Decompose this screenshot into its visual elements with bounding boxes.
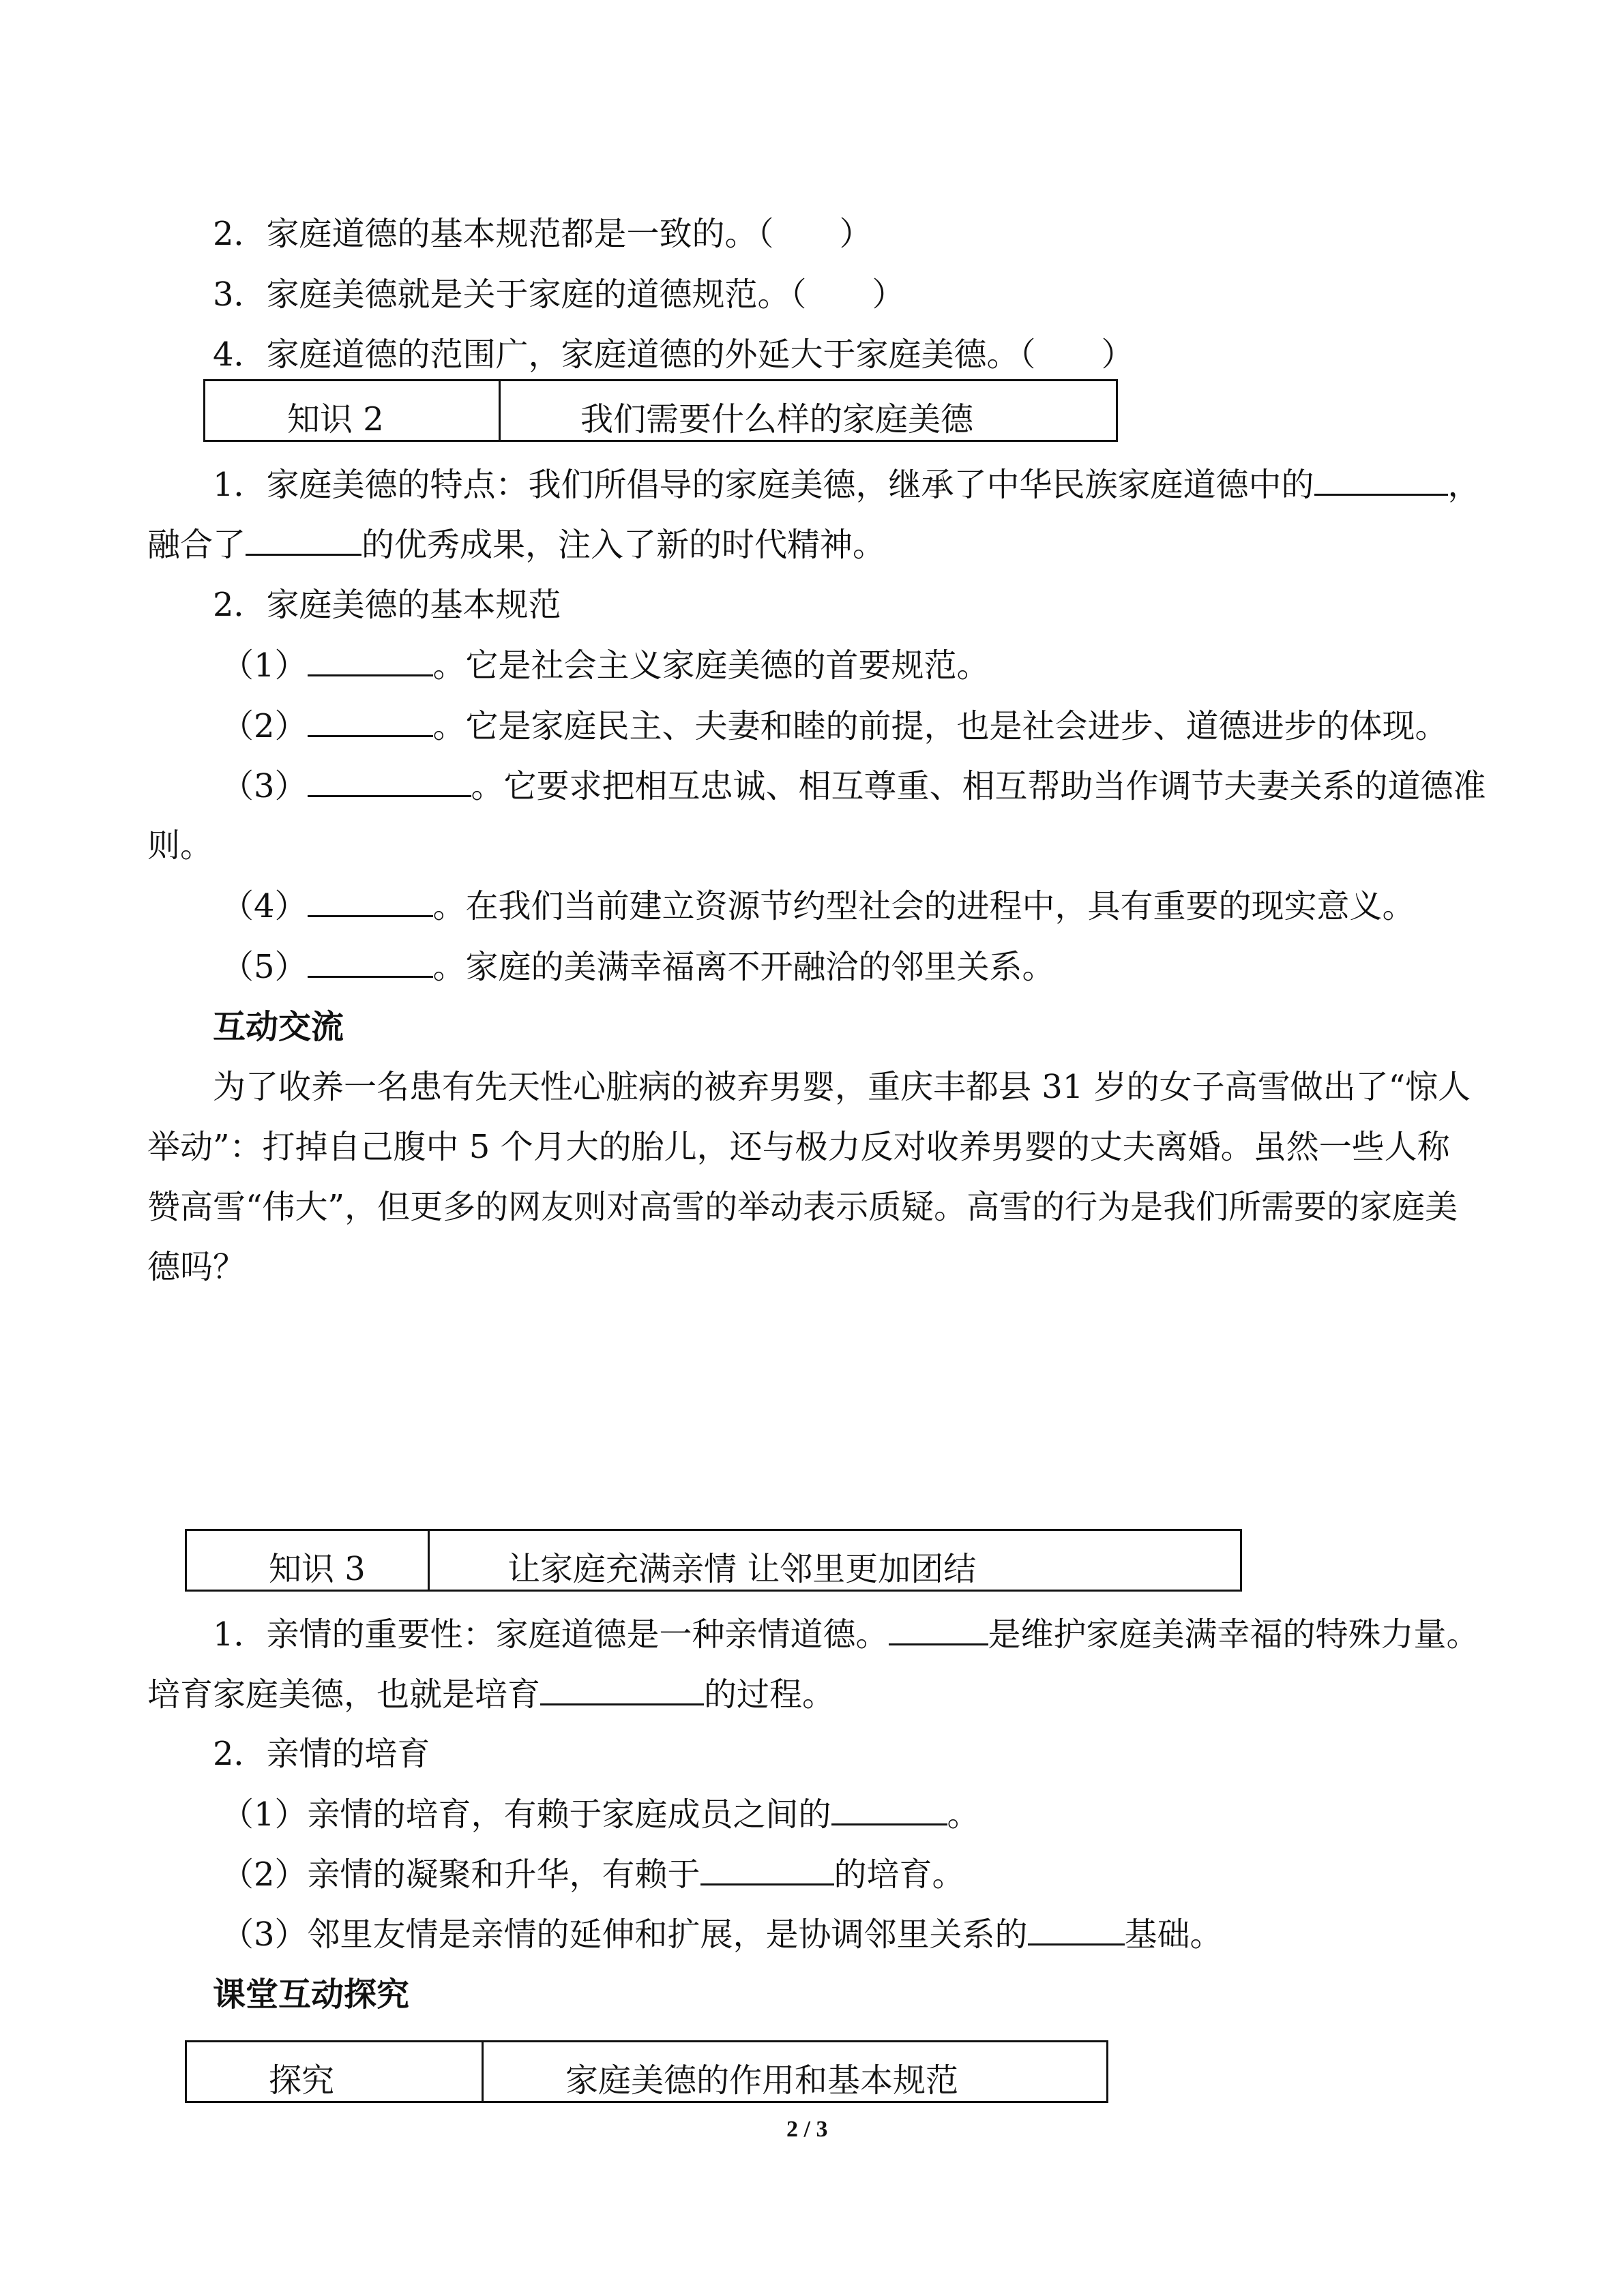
explore-title: 家庭美德的作用和基本规范	[565, 2061, 959, 2100]
k3-point-1-line-2: 培育家庭美德，也就是培育 的过程。	[147, 1673, 835, 1715]
explore-box	[185, 2040, 1108, 2103]
page-number: 2 / 3	[786, 2117, 828, 2142]
k2-point-2: 2．家庭美德的基本规范	[213, 586, 561, 624]
knowledge-2-label: 知识 2	[287, 400, 384, 438]
answer-blank[interactable]	[540, 1673, 704, 1705]
k3-point-2: 2．亲情的培育	[213, 1735, 430, 1773]
answer-blank[interactable]	[308, 946, 433, 978]
interact-heading: 互动交流	[213, 1008, 344, 1046]
k3-point-1-line-1: 1．亲情的重要性：家庭道德是一种亲情道德。 是维护家庭美满幸福的特殊力量。	[213, 1613, 1479, 1655]
k3-cultivate-2: （2）亲情的凝聚和升华，有赖于 的培育。	[221, 1853, 965, 1895]
explore-heading: 课堂互动探究	[213, 1976, 410, 2014]
tf-item-4: 4．家庭道德的范围广，家庭道德的外延大于家庭美德。（ ）	[213, 336, 1134, 374]
k2-norm-3: （3） 。它要求把相互忠诚、相互尊重、相互帮助当作调节夫妻关系的道德准	[221, 765, 1486, 807]
answer-blank[interactable]	[1028, 1913, 1125, 1945]
answer-blank[interactable]	[308, 885, 433, 917]
answer-blank[interactable]	[889, 1613, 988, 1645]
box-divider	[428, 1531, 430, 1590]
answer-blank[interactable]	[831, 1793, 947, 1825]
knowledge-3-box	[185, 1529, 1242, 1592]
answer-blank[interactable]	[700, 1853, 834, 1885]
box-divider	[499, 381, 501, 440]
answer-blank[interactable]	[308, 705, 433, 737]
k2-point-1-line-1: 1．家庭美德的特点：我们所倡导的家庭美德，继承了中华民族家庭道德中的 ，	[213, 464, 1481, 505]
knowledge-2-title: 我们需要什么样的家庭美德	[580, 400, 974, 438]
answer-blank[interactable]	[308, 765, 471, 797]
k2-norm-2: （2） 。它是家庭民主、夫妻和睦的前提，也是社会进步、道德进步的体现。	[221, 705, 1448, 747]
k2-norm-1: （1） 。它是社会主义家庭美德的首要规范。	[221, 644, 990, 686]
interact-para-line-1: 为了收养一名患有先天性心脏病的被弃男婴，重庆丰都县 31 岁的女子高雪做出了“惊人	[213, 1068, 1471, 1106]
interact-para-line-3: 赞高雪“伟大”，但更多的网友则对高雪的举动表示质疑。高雪的行为是我们所需要的家庭美	[147, 1188, 1458, 1226]
box-divider	[482, 2042, 484, 2101]
k2-norm-4: （4） 。在我们当前建立资源节约型社会的进程中，具有重要的现实意义。	[221, 885, 1415, 927]
k3-cultivate-1: （1）亲情的培育，有赖于家庭成员之间的 。	[221, 1793, 980, 1835]
k2-norm-5: （5） 。家庭的美满幸福离不开融洽的邻里关系。	[221, 946, 1055, 987]
explore-label: 探究	[269, 2061, 335, 2100]
knowledge-3-label: 知识 3	[269, 1550, 366, 1588]
interact-para-line-2: 举动”：打掉自己腹中 5 个月大的胎儿，还与极力反对收养男婴的丈夫离婚。虽然一些人称	[147, 1128, 1450, 1166]
tf-item-2: 2．家庭道德的基本规范都是一致的。（ ）	[213, 215, 872, 253]
k2-point-1-line-2: 融合了 的优秀成果，注入了新的时代精神。	[147, 524, 885, 565]
knowledge-2-box	[203, 379, 1118, 442]
answer-blank[interactable]	[246, 524, 361, 556]
interact-para-line-4: 德吗？	[147, 1248, 246, 1286]
k2-norm-3-cont: 则。	[147, 826, 213, 865]
k3-cultivate-3: （3）邻里友情是亲情的延伸和扩展，是协调邻里关系的 基础。	[221, 1913, 1223, 1955]
knowledge-3-title: 让家庭充满亲情 让邻里更加团结	[507, 1550, 977, 1588]
tf-item-3: 3．家庭美德就是关于家庭的道德规范。（ ）	[213, 275, 905, 314]
answer-blank[interactable]	[308, 644, 433, 676]
answer-blank[interactable]	[1314, 464, 1448, 496]
